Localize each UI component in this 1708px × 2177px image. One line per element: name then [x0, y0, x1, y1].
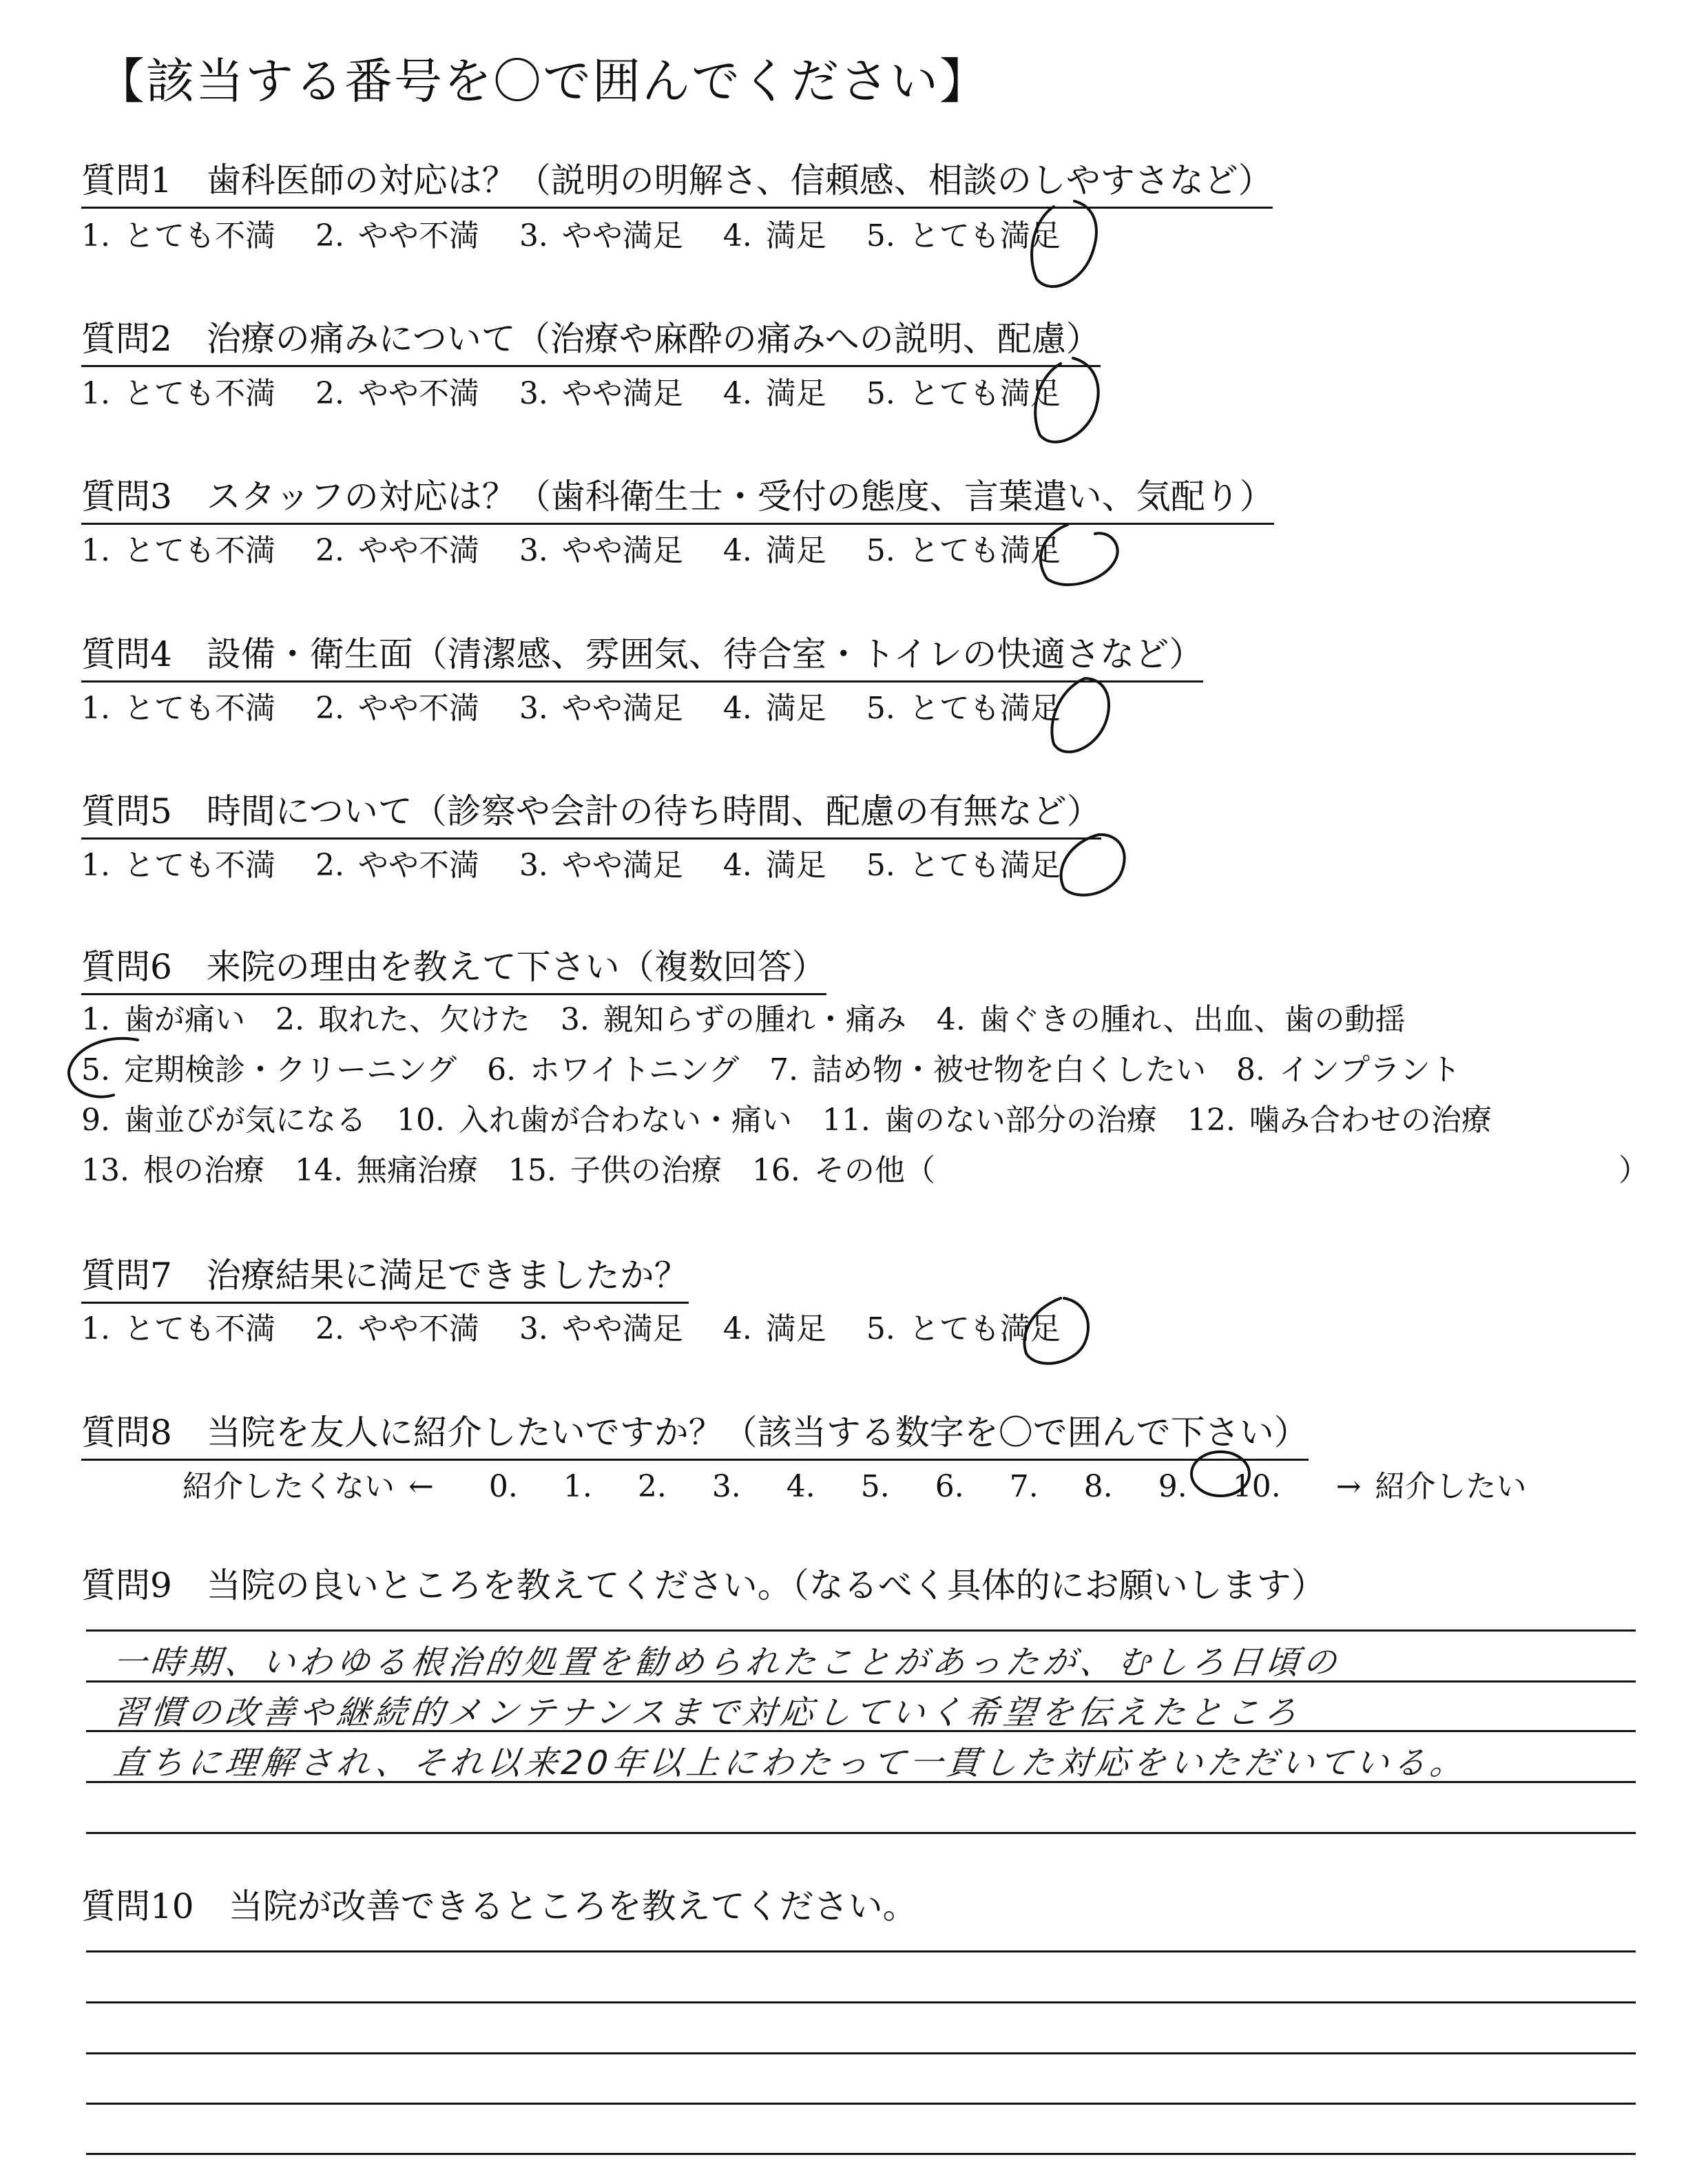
question-3-options: [81, 525, 1061, 570]
scale-2[interactable]: 2.: [637, 1469, 667, 1504]
option-4[interactable]: 4. 満足: [722, 1311, 826, 1346]
handwritten-answer-line-1[interactable]: 一時期、いわゆる根治的処置を勧められたことがあったが、むしろ日頃の: [111, 1643, 1343, 1682]
option-3[interactable]: 3. やや満足: [519, 218, 683, 253]
option-5-selected[interactable]: 5. とても満足: [866, 218, 1061, 253]
scale-right-label: → 紹介したい: [1335, 1469, 1527, 1504]
option-1[interactable]: 1. とても不満: [81, 1311, 275, 1346]
question-6-row-3[interactable]: 9. 歯並びが気になる 10. 入れ歯が合わない・痛い 11. 歯のない部分の治療 12. 噛み合わせの治療: [81, 1103, 1492, 1138]
scale-4[interactable]: 4.: [786, 1469, 815, 1504]
option-4[interactable]: 4. 満足: [722, 848, 826, 883]
answer-line: [86, 1832, 1636, 1834]
question-7-label: 質問7 治療結果に満足できましたか？: [81, 1248, 689, 1304]
option-2[interactable]: 2. やや不満: [315, 533, 479, 568]
option-5-selected[interactable]: 5. とても満足: [866, 691, 1061, 726]
answer-line[interactable]: [86, 2153, 1636, 2155]
option-3[interactable]: 3. やや満足: [519, 533, 683, 568]
answer-line[interactable]: [86, 2103, 1636, 2105]
scale-7[interactable]: 7.: [1009, 1469, 1039, 1504]
question-5-options: [81, 840, 1061, 884]
question-4-options: [81, 683, 1061, 727]
question-1-label: 質問1 歯科医師の対応は？（説明の明解さ、信頼感、相談のしやすさなど）: [81, 153, 1273, 209]
question-4-label: 質問4 設備・衛生面（清潔感、雰囲気、待合室・トイレの快適さなど）: [81, 627, 1203, 683]
option-3[interactable]: 3. やや満足: [519, 848, 683, 883]
option-5-selected[interactable]: 5. とても満足: [866, 848, 1061, 883]
option-3[interactable]: 3. やや満足: [519, 376, 683, 411]
question-7-options: [81, 1304, 1061, 1348]
other-close-paren: ）: [1618, 1153, 1649, 1188]
scale-1[interactable]: 1.: [563, 1469, 592, 1504]
circle-mark-q5: [1061, 835, 1125, 895]
question-6-label: 質問6 来院の理由を教えて下さい（複数回答）: [81, 939, 826, 995]
option-2[interactable]: 2. やや不満: [315, 218, 479, 253]
question-10-label: 質問10 当院が改善できるところを教えてください。: [81, 1886, 917, 1926]
option-1[interactable]: 1. とても不満: [81, 218, 275, 253]
recommend-scale: [183, 1461, 1527, 1506]
option-5-selected[interactable]: 5. とても満足: [866, 1311, 1061, 1346]
option-1[interactable]: 1. とても不満: [81, 376, 275, 411]
option-5-selected[interactable]: 5. とても満足: [866, 533, 1061, 568]
option-2[interactable]: 2. やや不満: [315, 376, 479, 411]
option-4[interactable]: 4. 満足: [722, 218, 826, 253]
scale-10-selected[interactable]: 10.: [1232, 1469, 1281, 1504]
question-9-label: 質問9 当院の良いところを教えてください。（なるべく具体的にお願いします）: [81, 1565, 1326, 1605]
handwritten-answer-line-2[interactable]: 習慣の改善や継続的メンテナンスまで対応していく希望を伝えたところ: [111, 1694, 1303, 1732]
answer-line: [86, 1629, 1636, 1632]
question-1-options: [81, 211, 1061, 255]
scale-6[interactable]: 6.: [935, 1469, 964, 1504]
scale-5[interactable]: 5.: [860, 1469, 890, 1504]
scale-8[interactable]: 8.: [1083, 1469, 1113, 1504]
option-1[interactable]: 1. とても不満: [81, 533, 275, 568]
scale-0[interactable]: 0.: [488, 1469, 518, 1504]
page-title: 【該当する番号を〇で囲んでください】: [96, 53, 989, 110]
question-6-row-4[interactable]: 13. 根の治療 14. 無痛治療 15. 子供の治療 16. その他（: [81, 1153, 935, 1188]
question-2-options: [81, 368, 1061, 413]
option-4[interactable]: 4. 満足: [722, 691, 826, 726]
option-1[interactable]: 1. とても不満: [81, 848, 275, 883]
option-4[interactable]: 4. 満足: [722, 533, 826, 568]
option-3[interactable]: 3. やや満足: [519, 1311, 683, 1346]
option-5-selected[interactable]: 5. とても満足: [866, 376, 1061, 411]
answer-line[interactable]: [86, 2001, 1636, 2003]
option-2[interactable]: 2. やや不満: [315, 848, 479, 883]
option-3[interactable]: 3. やや満足: [519, 691, 683, 726]
scale-left-label: 紹介したくない ←: [183, 1469, 434, 1504]
question-5-label: 質問5 時間について（診察や会計の待ち時間、配慮の有無など）: [81, 784, 1101, 840]
answer-line[interactable]: [86, 2052, 1636, 2054]
answer-line[interactable]: [86, 1950, 1636, 1952]
option-4[interactable]: 4. 満足: [722, 376, 826, 411]
option-2[interactable]: 2. やや不満: [315, 1311, 479, 1346]
question-3-label: 質問3 スタッフの対応は？（歯科衛生士・受付の態度、言葉遣い、気配り）: [81, 469, 1274, 525]
scale-3[interactable]: 3.: [711, 1469, 741, 1504]
question-6-row-1[interactable]: 1. 歯が痛い 2. 取れた、欠けた 3. 親知らずの腫れ・痛み 4. 歯ぐきの腫れ、出血、歯の動揺: [81, 1002, 1406, 1037]
option-1[interactable]: 1. とても不満: [81, 691, 275, 726]
question-2-label: 質問2 治療の痛みについて（治療や麻酔の痛みへの説明、配慮）: [81, 311, 1101, 367]
handwritten-answer-line-3[interactable]: 直ちに理解され、それ以来20年以上にわたって一貫した対応をいただいている。: [111, 1744, 1470, 1782]
option-2[interactable]: 2. やや不満: [315, 691, 479, 726]
scale-9[interactable]: 9.: [1158, 1469, 1187, 1504]
question-8-label: 質問8 当院を友人に紹介したいですか？（該当する数字を〇で囲んで下さい）: [81, 1405, 1309, 1461]
question-6-row-2[interactable]: 5. 定期検診・クリーニング 6. ホワイトニング 7. 詰め物・被せ物を白くしたい 8. インプラント: [81, 1052, 1461, 1087]
